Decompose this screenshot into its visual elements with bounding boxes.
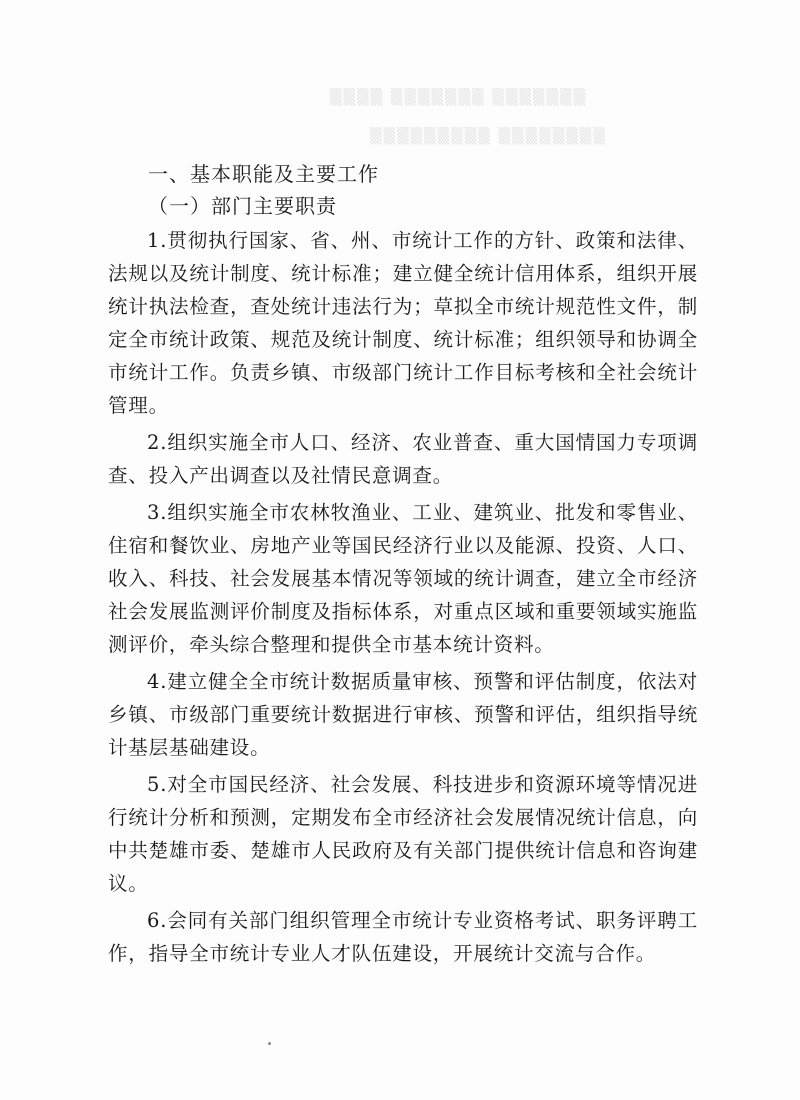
scan-speck (268, 1042, 271, 1045)
paragraph-4: 4.建立健全全市统计数据质量审核、预警和评估制度，依法对乡镇、市级部门重要统计数据进行审核、预警和评估，组织指导统计基层基础建设。 (108, 670, 698, 759)
bleed-through-text: ▒▒▒▒▒▒▒▒▒ ▒▒▒▒▒▒▒▒ (370, 127, 607, 145)
paragraph-1: 1.贯彻执行国家、省、州、市统计工作的方针、政策和法律、法规以及统计制度、统计标准；建立健全统计信用体系，组织开展统计执法检查，查处统计违法行为；草拟全市统计规范性文件，制定全市统计政策、规范及统计制度、统计标准；组织领导和协调全市统计工作。负责乡镇、市级部门统计工作目标考核和全社会统计管理。 (108, 229, 698, 417)
paragraph-2: 2.组织实施全市人口、经济、农业普查、重大国情国力专项调查、投入产出调查以及社情民意调查。 (108, 431, 698, 487)
document-body (108, 160, 698, 974)
subsection-heading: （一）部门主要职责 (148, 194, 337, 218)
paragraph-6: 6.会同有关部门组织管理全市统计专业资格考试、职务评聘工作，指导全市统计专业人才队伍建设，开展统计交流与合作。 (108, 909, 698, 965)
section-heading: 一、基本职能及主要工作 (148, 162, 379, 186)
paragraph-5: 5.对全市国民经济、社会发展、科技进步和资源环境等情况进行统计分析和预测，定期发布全市经济社会发展情况统计信息，向中共楚雄市委、楚雄市人民政府及有关部门提供统计信息和咨询建议。 (108, 773, 698, 895)
paragraph-3: 3.组织实施全市农林牧渔业、工业、建筑业、批发和零售业、住宿和餐饮业、房地产业等国民经济行业以及能源、投资、人口、收入、科技、社会发展基本情况等领域的统计调查，建立全市经济社会发展监测评价制度及指标体系，对重点区域和重要领域实施监测评价，牵头综合整理和提供全市基本统计资料。 (108, 501, 698, 656)
bleed-through-text: ▒▒▒▒ ▒▒▒▒▒▒▒ ▒▒▒▒▒▒▒ (330, 88, 588, 106)
